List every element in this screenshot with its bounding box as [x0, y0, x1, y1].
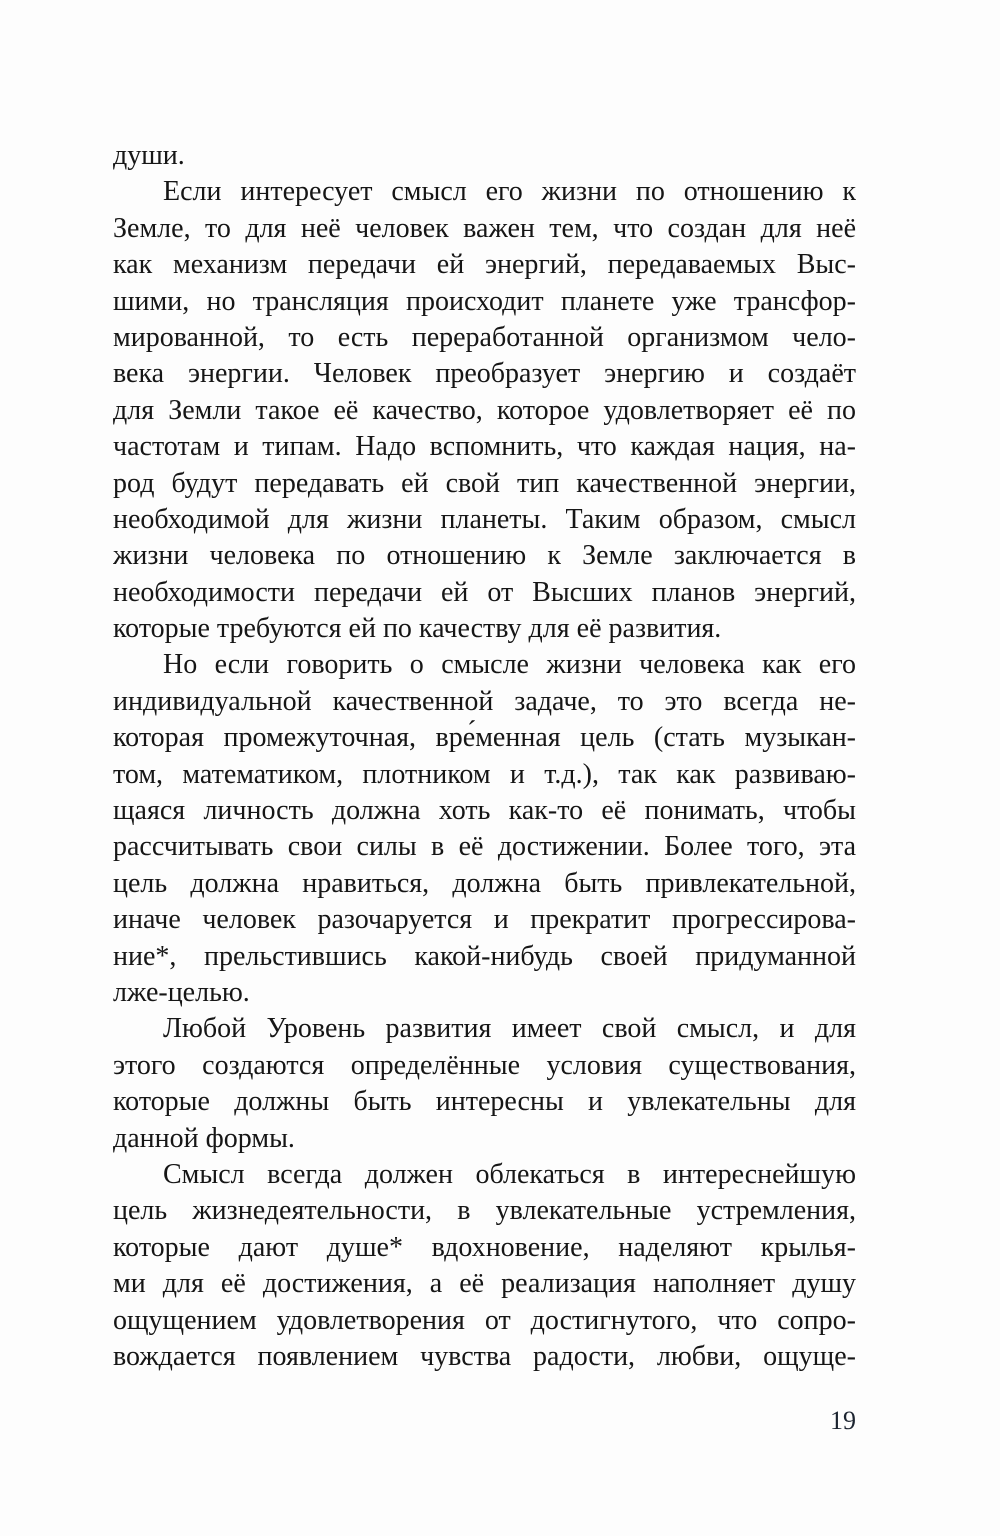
- paragraph: [113, 138, 856, 174]
- text-line: которые должны быть интересны и увлекательны для: [113, 1086, 856, 1118]
- text-line: этого создаются определённые условия существования,: [113, 1049, 856, 1081]
- body-text: [113, 138, 856, 1375]
- text-line: цель должна нравиться, должна быть привлекательной,: [113, 867, 856, 899]
- text-line: род будут передавать ей свой тип качественной энергии,: [113, 467, 856, 499]
- text-line: ние*, прельстившись какой-нибудь своей придуманной: [113, 940, 856, 972]
- paragraph: [113, 1157, 856, 1375]
- text-line: которые требуются ей по качеству для её развития.: [113, 613, 722, 645]
- text-line: том, математиком, плотником и т.д.), так как развиваю-: [113, 758, 856, 790]
- text-line: частотам и типам. Надо вспомнить, что каждая нация, на-: [113, 431, 856, 463]
- text-line: ми для её достижения, а её реализация наполняет душу: [113, 1268, 856, 1300]
- paragraph: [113, 1011, 856, 1157]
- text-line: которые дают душе* вдохновение, наделяют крылья-: [113, 1231, 856, 1263]
- text-line: Земле, то для неё человек важен тем, что создан для неё: [113, 212, 856, 244]
- text-line: Но если говорить о смысле жизни человека как его: [163, 649, 856, 681]
- text-line: щаяся личность должна хоть как-то её понимать, чтобы: [113, 795, 856, 827]
- text-line: Если интересует смысл его жизни по отношению к: [163, 176, 856, 208]
- text-line: ощущением удовлетворения от достигнутого, что сопро-: [113, 1304, 856, 1336]
- text-line: как механизм передачи ей энергий, передаваемых Выс-: [113, 249, 856, 281]
- text-line: Любой Уровень развития имеет свой смысл, и для: [163, 1013, 856, 1045]
- text-line: Смысл всегда должен облекаться в интереснейшую: [163, 1158, 856, 1190]
- paragraph: [113, 647, 856, 1011]
- text-line: цель жизнедеятельности, в увлекательные устремления,: [113, 1195, 856, 1227]
- text-line: иначе человек разочаруется и прекратит прогрессирова-: [113, 904, 856, 936]
- text-line: для Земли такое её качество, которое удовлетворяет её по: [113, 394, 856, 426]
- text-line: вождается появлением чувства радости, любви, ощуще-: [113, 1340, 856, 1372]
- text-line: индивидуальной качественной задаче, то это всегда не-: [113, 685, 856, 717]
- text-line: мированной, то есть переработанной организмом чело-: [113, 321, 856, 353]
- text-line: данной формы.: [113, 1122, 295, 1154]
- text-line: века энергии. Человек преобразует энергию и создаёт: [113, 358, 856, 390]
- text-line: которая промежуточная, вре́менная цель (стать музыкан-: [113, 722, 856, 754]
- text-line: жизни человека по отношению к Земле заключается в: [113, 540, 856, 572]
- text-line: необходимой для жизни планеты. Таким образом, смысл: [113, 503, 856, 535]
- text-line: лже-целью.: [113, 976, 250, 1008]
- text-line: рассчитывать свои силы в её достижении. Более того, эта: [113, 831, 856, 863]
- text-line: необходимости передачи ей от Высших планов энергий,: [113, 576, 856, 608]
- text-line: души.: [113, 140, 185, 171]
- page-number: 19: [830, 1406, 856, 1435]
- paragraph: [113, 174, 856, 647]
- text-line: шими, но трансляция происходит планете уже трансфор-: [113, 285, 856, 317]
